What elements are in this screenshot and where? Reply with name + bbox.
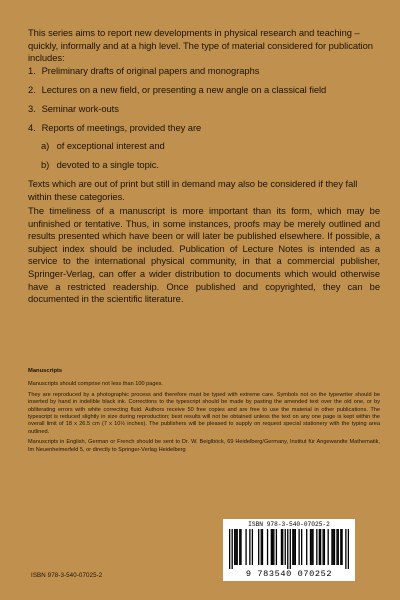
description-text [28, 27, 380, 306]
barcode-bar [293, 529, 294, 565]
barcode-bar [336, 529, 337, 565]
list-item: 3. Seminar work-outs [28, 102, 119, 114]
manuscripts-instructions: They are reproduced by a photographic process and therefore must be typed with extreme care. Symbols not on the typewriter should be inserted by hand in indelible black ink. Corrections to the typescript should be made by pasting the amended text over the old one, or by obliterating errors with white correcting fluid. Authors receive 50 free copies and are free to use the material in other publications. The typescript is reduced slightly in size during reproduction; best results will not be obtained unless the text on any one page is kept within the overall limit of 18 x 26.5 cm (7 x 10½ inches). The publishers will be pleased to supply on request special stationery with the typing area outlined. [28, 391, 380, 435]
barcode-bar [301, 529, 302, 565]
barcode-bar [262, 529, 263, 565]
barcode-bar [285, 529, 286, 565]
material-list [28, 65, 380, 172]
barcode-bar [276, 529, 277, 565]
barcode-bar [292, 529, 293, 565]
barcode-bar [232, 529, 233, 569]
barcode-bars [229, 529, 349, 569]
barcode-bar [282, 529, 283, 565]
barcode-bar [328, 529, 329, 565]
timeliness-paragraph: The timeliness of a manuscript is more important than its form, which may be unfinished or tentative. Thus, in some instances, proofs may be merely outlined and results presented which have been or will later be published elsewhere. If possible, a subject index should be included. Publication of Lecture Notes is intended as a service to the international physical community, in that a commercial publisher, Springer-Verlag, can offer a wider distribution to documents which would otherwise have a restricted readership. Once published and copyrighted, they can be documented in the scientific literature. [28, 205, 380, 305]
barcode-bar [239, 529, 240, 565]
barcode-bar [245, 529, 246, 565]
barcode-bar [271, 529, 272, 565]
barcode-digits: 9 783540 070252 [245, 569, 333, 579]
isbn-label: ISBN 978-3-540-07025-2 [31, 572, 103, 579]
barcode-bar [290, 529, 291, 569]
barcode-bar [345, 529, 346, 569]
out-of-print-paragraph: Texts which are out of print but still in demand may also be considered if they fall within these categories. [28, 177, 358, 202]
barcode-bar [252, 529, 253, 565]
manuscripts-heading: Manuscripts [28, 368, 63, 374]
barcode-bar [281, 529, 282, 565]
manuscripts-address: Manuscripts in English, German or French should be sent to Dr. W. Beiglböck, 69 Heidelberg/Germany, Institut für Angewandte Mathematik, Im Neuenheimerfeld 5, or directly to Springer-Verlag Heidelberg [28, 439, 380, 453]
barcode-bar [235, 529, 236, 565]
barcode-bar [312, 529, 313, 565]
barcode-bar [320, 529, 321, 565]
barcode-bar [333, 529, 334, 565]
barcode-bar [272, 529, 273, 565]
manuscripts-length: Manuscripts should comprise not less than 100 pages. [28, 381, 163, 388]
barcode-bar [295, 529, 296, 565]
manuscripts-section [28, 368, 380, 457]
barcode-bar [310, 529, 311, 565]
sub-list-item: a) of exceptional interest and [41, 140, 165, 152]
barcode-bar [340, 529, 341, 565]
list-item: 1. Preliminary drafts of original papers and monographs [28, 64, 260, 76]
barcode-bar [324, 529, 325, 565]
barcode-isbn-label: ISBN 978-3-540-07025-2 [248, 521, 330, 528]
barcode-bar [229, 529, 230, 569]
barcode-bar [273, 529, 274, 565]
barcode-bar [316, 529, 317, 565]
barcode-bar [311, 529, 312, 565]
intro-paragraph: This series aims to report new developments in physical research and teaching – quickly, informally and at a high level. The type of material considered for publication includes: [28, 27, 373, 64]
list-item: 4. Reports of meetings, provided they are a) of exceptional interest and b) devoted to a single topic. [28, 122, 380, 172]
barcode-bar [261, 529, 262, 565]
barcode-bar [331, 529, 332, 565]
sub-list [28, 140, 380, 171]
sub-list-item: b) devoted to a single topic. [41, 158, 159, 170]
barcode-bar [348, 529, 349, 569]
barcode-bar [249, 529, 250, 565]
barcode-bar [267, 529, 268, 565]
barcode-bar [298, 529, 299, 565]
barcode-bar [306, 529, 307, 565]
list-item: 2. Lectures on a new field, or presenting a new angle on a classical field [28, 83, 327, 95]
barcode-bar [341, 529, 342, 565]
barcode-bar [322, 529, 323, 565]
barcode [223, 519, 355, 581]
barcode-bar [338, 529, 339, 565]
barcode-bar [334, 529, 335, 565]
barcode-bar [287, 529, 288, 569]
barcode-bar [237, 529, 238, 565]
barcode-bar [234, 529, 235, 565]
barcode-bar [258, 529, 259, 565]
barcode-bar [240, 529, 241, 565]
barcode-bar [319, 529, 320, 565]
